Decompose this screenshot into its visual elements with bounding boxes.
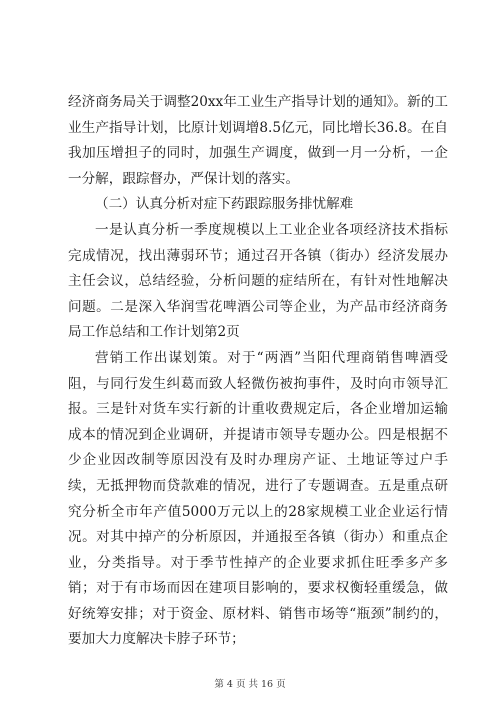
paragraph-continuation: 经济商务局关于调整20xx年工业生产指导计划的通知》。新的工业生产指导计划，比原计划调增8.5亿元，同比增长36.8。在自我加压增担子的同时，加强生产调度，做到一月一分析，一企一分解，跟踪督办，严保计划的落实。 bbox=[68, 94, 448, 187]
paragraph: 一是认真分析一季度规模以上工业企业各项经济技术指标完成情况，找出薄弱环节；通过召开各镇（街办）经济发展办主任会议，总结经验，分析问题的症结所在，有针对性地解决问题。二是深入华润雪花啤酒公司等企业，为产品市经济商务局工作总结和工作计划第2页 bbox=[68, 221, 448, 341]
page-footer: 第 4 页 共 16 页 bbox=[214, 679, 286, 690]
document-body bbox=[68, 90, 448, 653]
section-heading: （二）认真分析对症下药跟踪服务排忧解难 bbox=[95, 196, 354, 213]
paragraph: 营销工作出谋划策。对于“两酒”当阳代理商销售啤酒受阻，与同行发生纠葛而致人轻微伤被拘事件，及时向市领导汇报。三是针对货车实行新的计重收费规定后，各企业增加运输成本的情况到企业调研，并提请市领导专题办公。四是根据不少企业因改制等原因没有及时办理房产证、土地证等过户手续，无抵押物而贷款难的情况，进行了专题调查。五是重点研究分析全市年产值5000万元以上的28家规模工业企业运行情况。对其中掉产的分析原因，并通报至各镇（街办）和重点企业，分类指导。对于季节性掉产的企业要求抓住旺季多产多销；对于有市场而因在建项目影响的，要求权衡轻重缓急，做好统筹安排；对于资金、原材料、销售市场等“瓶颈”制约的，要加大力度解决卡脖子环节； bbox=[68, 349, 448, 648]
